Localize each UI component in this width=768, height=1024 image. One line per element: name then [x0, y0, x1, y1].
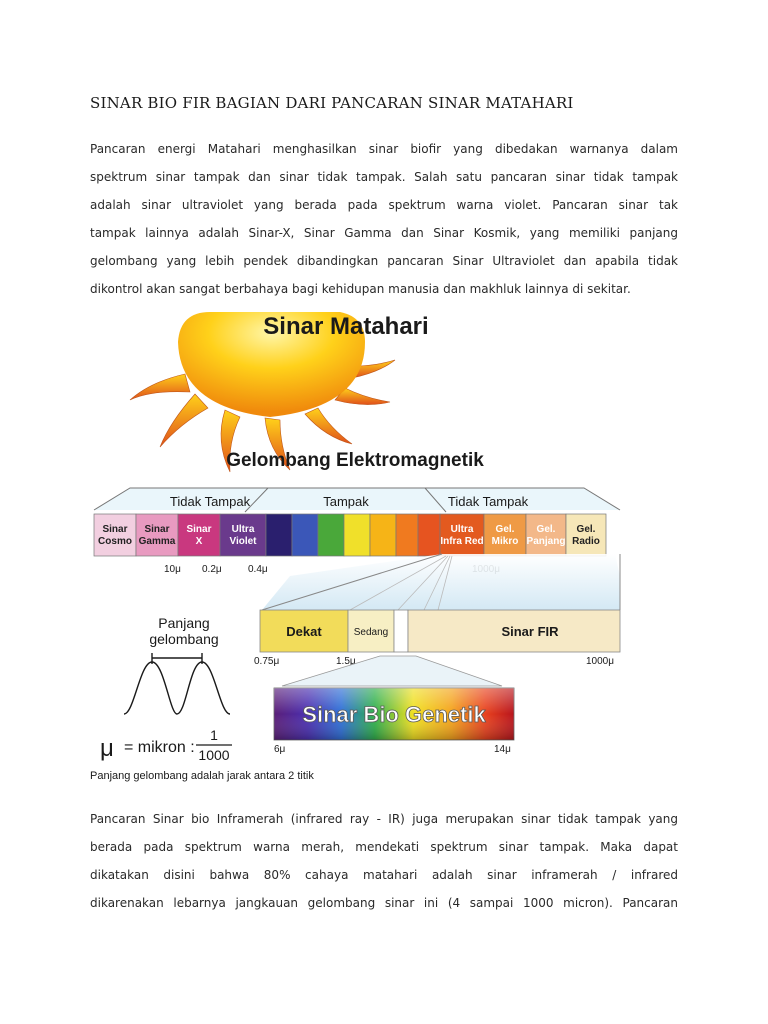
spectrum-band	[178, 514, 220, 556]
scale-tick: 6μ	[274, 744, 286, 755]
spectrum-band-label: Sinar	[186, 524, 212, 535]
ir-label: Sinar FIR	[501, 624, 559, 639]
spectrum-band	[266, 514, 292, 556]
scale-tick: 0.75μ	[254, 656, 280, 667]
spectrum-band	[344, 514, 370, 556]
page-heading: SINAR BIO FIR BAGIAN DARI PANCARAN SINAR MATAHARI	[90, 94, 574, 112]
spectrum-band	[318, 514, 344, 556]
paragraph-line: Pancaran energi Matahari menghasilkan sinar biofir yang dibedakan warnanya dalam	[90, 142, 678, 156]
paragraph-line: dikontrol akan sangat berbahaya bagi kehidupan manusia dan makhluk lainnya di sekitar.	[90, 282, 631, 296]
spectrum-band	[94, 514, 136, 556]
spectrum-band-label: Ultra	[450, 524, 474, 535]
paragraph-line: berada pada spektrum warna merah, mendekati spektrum sinar tampak. Maka dapat	[90, 840, 678, 854]
scale-tick: 14μ	[494, 744, 511, 755]
spectrum-band-label: Mikro	[491, 536, 519, 547]
spectrum-band	[220, 514, 266, 556]
ir-label: Dekat	[286, 624, 322, 639]
spectrum-band-label: Gel.	[576, 524, 596, 535]
ir-band-gap	[394, 610, 408, 652]
spectrum-band-label: Sinar	[144, 524, 170, 535]
spectrum-band	[566, 514, 606, 556]
paragraph-line: dikatakan disini bahwa 80% cahaya matahari adalah sinar inframerah / infrared	[90, 868, 678, 882]
spectrum-band-label: Panjang	[526, 536, 566, 547]
spectrum-band-label: X	[195, 536, 203, 547]
paragraph-line: spektrum sinar tampak dan sinar tidak tampak. Salah satu pancaran sinar tidak tampak	[90, 170, 678, 184]
paragraph-intro	[90, 135, 678, 303]
spectrum-band-label: Ultra	[231, 524, 255, 535]
spectrum-band	[396, 514, 418, 556]
spectrum-band	[484, 514, 526, 556]
bracket-label: Tampak	[323, 494, 369, 509]
spectrum-band	[370, 514, 396, 556]
mu-denominator: 1000	[198, 747, 230, 763]
scale-tick: 0.2μ	[202, 564, 222, 575]
paragraph-infrared	[90, 805, 678, 917]
scale-tick: 1.5μ	[336, 656, 356, 667]
spectrum-band-label: Gel.	[495, 524, 515, 535]
paragraph-line: tampak lainnya adalah Sinar-X, Sinar Gamma dan Sinar Kosmik, yang memiliki panjang	[90, 226, 678, 240]
scale-tick: 10μ	[164, 564, 181, 575]
spectrum-band	[292, 514, 318, 556]
spectrum-band-label: Cosmo	[98, 536, 132, 547]
mu-definition: = mikron :	[124, 739, 195, 756]
wave-label-line2: gelombang	[149, 631, 219, 647]
spectrum-bands	[94, 514, 606, 556]
spectrum-band-label: Gel.	[536, 524, 556, 535]
paragraph-line: adalah sinar ultraviolet yang berada pada spektrum warna violet. Pancaran sinar tak	[90, 198, 678, 212]
bio-genetik-label: Sinar Bio Genetik	[302, 702, 486, 727]
spectrum-band	[526, 514, 566, 556]
spectrum-band	[136, 514, 178, 556]
spectrum-band-label: Sinar	[102, 524, 128, 535]
wave-icon	[124, 653, 230, 714]
figure-caption: Panjang gelombang adalah jarak antara 2 titik	[90, 770, 314, 782]
scale-tick: 1000μ	[586, 656, 615, 667]
spectrum-band-label: Gamma	[138, 536, 176, 547]
spectrum-band-label: Infra Red	[440, 536, 484, 547]
spectrum-band	[418, 514, 440, 556]
ir-label: Sedang	[353, 627, 389, 638]
figure-title: Sinar Matahari	[263, 313, 429, 340]
spectrum-figure	[90, 312, 628, 788]
paragraph-line: gelombang yang lebih pendek dibandingkan pancaran Sinar Ultraviolet dan apabila tidak	[90, 254, 678, 268]
scale-tick: 0.4μ	[248, 564, 268, 575]
bracket-label: Tidak Tampak	[447, 494, 529, 509]
spectrum-band-label: Violet	[229, 536, 257, 547]
paragraph-line: dikarenakan lebarnya jangkauan gelombang sinar ini (4 sampai 1000 micron). Pancaran	[90, 896, 678, 910]
bracket-label: Tidak Tampak	[169, 494, 251, 509]
mu-numerator: 1	[210, 727, 218, 743]
spectrum-band-label: Radio	[572, 536, 600, 547]
wave-label-line1: Panjang	[158, 615, 210, 631]
figure-subtitle: Gelombang Elektromagnetik	[226, 450, 484, 471]
spectrum-band	[440, 514, 484, 556]
paragraph-line: Pancaran Sinar bio Inframerah (infrared ray - IR) juga merupakan sinar tidak tampak yang	[90, 812, 678, 826]
mu-symbol: μ	[100, 735, 114, 762]
